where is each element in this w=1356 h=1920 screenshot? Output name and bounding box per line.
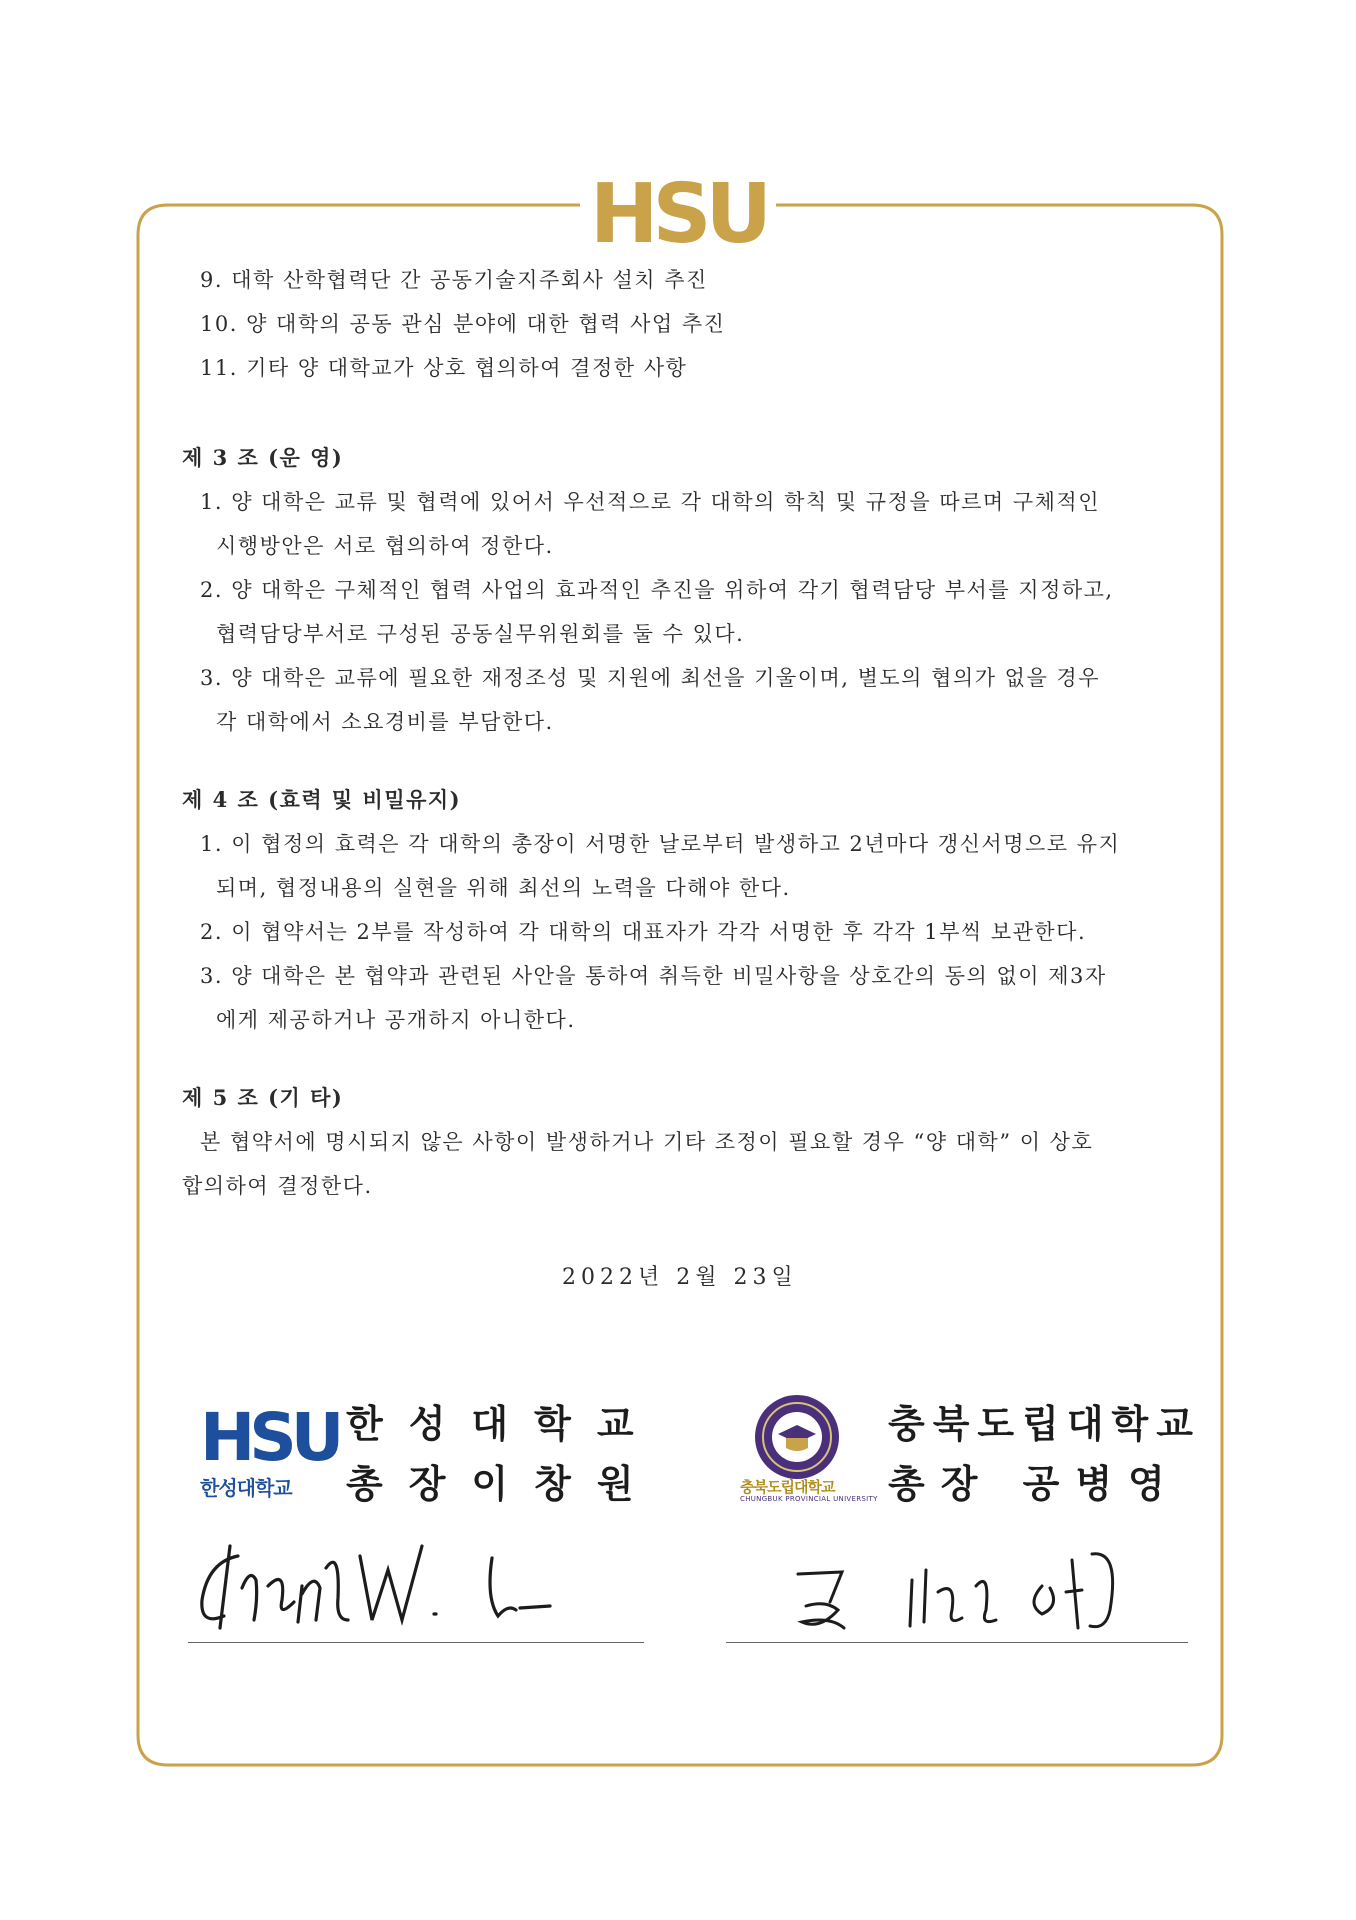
hsu-header-logo-text: HSU bbox=[589, 167, 767, 262]
left-university-name: 한성대학교 bbox=[346, 1402, 660, 1446]
article3-line: 시행방안은 서로 협의하여 정한다. bbox=[216, 534, 554, 558]
cpu-seal-caption-en: CHUNGBUK PROVINCIAL UNIVERSITY bbox=[740, 1495, 878, 1503]
article3-line: 협력담당부서로 구성된 공동실무위원회를 둘 수 있다. bbox=[216, 622, 745, 646]
right-president-name: 총장 공병영 bbox=[888, 1462, 1181, 1506]
hsu-university-logo bbox=[200, 1399, 339, 1476]
article4-line: 3. 양 대학은 본 협약과 관련된 사안을 통하여 취득한 비밀사항을 상호간의 동의 없이 제3자 bbox=[200, 964, 1107, 988]
article4-line: 에게 제공하거나 공개하지 아니한다. bbox=[216, 1008, 576, 1032]
article4-line: 1. 이 협정의 효력은 각 대학의 총장이 서명한 날로부터 발생하고 2년마다 갱신서명으로 유지 bbox=[200, 832, 1121, 856]
hsu-university-logo-text: HSU bbox=[200, 1399, 339, 1476]
article3-line: 2. 양 대학은 구체적인 협력 사업의 효과적인 추진을 위하여 각기 협력담당 부서를 지정하고, bbox=[200, 578, 1114, 602]
list-item: 11. 기타 양 대학교가 상호 협의하여 결정한 사항 bbox=[200, 356, 688, 380]
article3-heading: 제 3 조 (운 영) bbox=[182, 445, 344, 470]
article4-line: 되며, 협정내용의 실현을 위해 최선의 노력을 다해야 한다. bbox=[216, 876, 791, 900]
agreement-date: 2022년 2월 23일 bbox=[562, 1265, 798, 1290]
article3-line: 3. 양 대학은 교류에 필요한 재정조성 및 지원에 최선을 기울이며, 별도의 협의가 없을 경우 bbox=[200, 666, 1100, 690]
cpu-seal-logo bbox=[752, 1392, 842, 1482]
list-item: 9. 대학 산학협력단 간 공동기술지주회사 설치 추진 bbox=[200, 268, 708, 292]
left-president-name: 총장이창원 bbox=[346, 1462, 660, 1506]
left-signature bbox=[190, 1528, 590, 1638]
right-university-name: 충북도립대학교 bbox=[888, 1402, 1201, 1446]
cpu-seal-caption: 충북도립대학교 bbox=[740, 1478, 835, 1496]
right-signature bbox=[780, 1530, 1180, 1640]
article3-line: 1. 양 대학은 교류 및 협력에 있어서 우선적으로 각 대학의 학칙 및 규정을 따르며 구체적인 bbox=[200, 490, 1100, 514]
left-signature-line bbox=[188, 1642, 644, 1643]
right-signature-line bbox=[726, 1642, 1188, 1643]
article4-line: 2. 이 협약서는 2부를 작성하여 각 대학의 대표자가 각각 서명한 후 각각 1부씩 보관한다. bbox=[200, 920, 1087, 944]
list-item: 10. 양 대학의 공동 관심 분야에 대한 협력 사업 추진 bbox=[200, 312, 726, 336]
article3-line: 각 대학에서 소요경비를 부담한다. bbox=[216, 710, 554, 734]
article4-heading: 제 4 조 (효력 및 비밀유지) bbox=[182, 787, 462, 812]
article5-line: 합의하여 결정한다. bbox=[182, 1174, 373, 1198]
article5-heading: 제 5 조 (기 타) bbox=[182, 1085, 344, 1110]
hsu-logo-caption: 한성대학교 bbox=[200, 1476, 292, 1500]
article5-line: 본 협약서에 명시되지 않은 사항이 발생하거나 기타 조정이 필요할 경우 “양 대학” 이 상호 bbox=[200, 1130, 1094, 1154]
